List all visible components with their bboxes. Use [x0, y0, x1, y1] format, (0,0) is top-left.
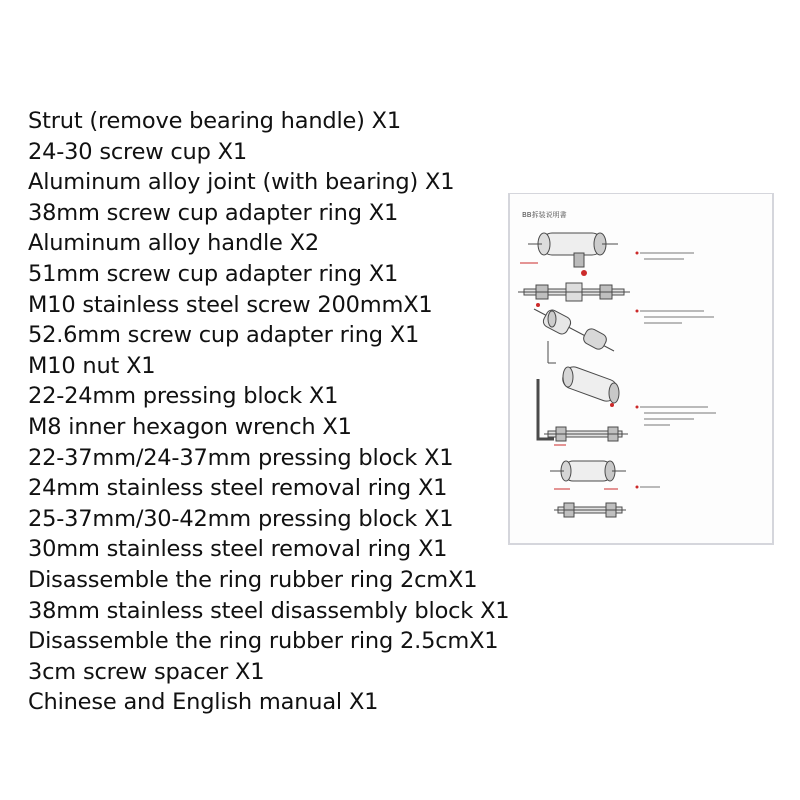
list-item: M10 nut X1 — [28, 352, 156, 379]
list-item: 24mm stainless steel removal ring X1 — [28, 475, 448, 502]
list-item: Disassemble the ring rubber ring 2cmX1 — [28, 566, 478, 593]
list-item: 38mm stainless steel disassembly block X1 — [28, 597, 510, 624]
list-item: Strut (remove bearing handle) X1 — [28, 108, 402, 134]
list-item: Disassemble the ring rubber ring 2.5cmX1 — [28, 628, 499, 655]
list-item: 3cm screw spacer X1 — [28, 658, 265, 685]
list-item: 52.6mm screw cup adapter ring X1 — [28, 322, 420, 349]
list-item: 25-37mm/30-42mm pressing block X1 — [28, 505, 454, 532]
list-item: M8 inner hexagon wrench X1 — [28, 413, 352, 440]
list-item: 22-24mm pressing block X1 — [28, 383, 339, 410]
list-item: 30mm stainless steel removal ring X1 — [28, 536, 448, 563]
manual-title: BB拆装说明書 — [522, 211, 567, 219]
list-item: 22-37mm/24-37mm pressing block X1 — [28, 444, 454, 471]
list-item: 38mm screw cup adapter ring X1 — [28, 199, 399, 226]
list-item: Aluminum alloy joint (with bearing) X1 — [28, 169, 455, 196]
manual-image — [508, 193, 774, 545]
list-item: Aluminum alloy handle X2 — [28, 230, 319, 257]
list-item: 51mm screw cup adapter ring X1 — [28, 260, 399, 287]
list-item: Chinese and English manual X1 — [28, 689, 379, 716]
list-item: 24-30 screw cup X1 — [28, 138, 247, 165]
list-item: M10 stainless steel screw 200mmX1 — [28, 291, 433, 318]
parts-list — [28, 106, 509, 718]
